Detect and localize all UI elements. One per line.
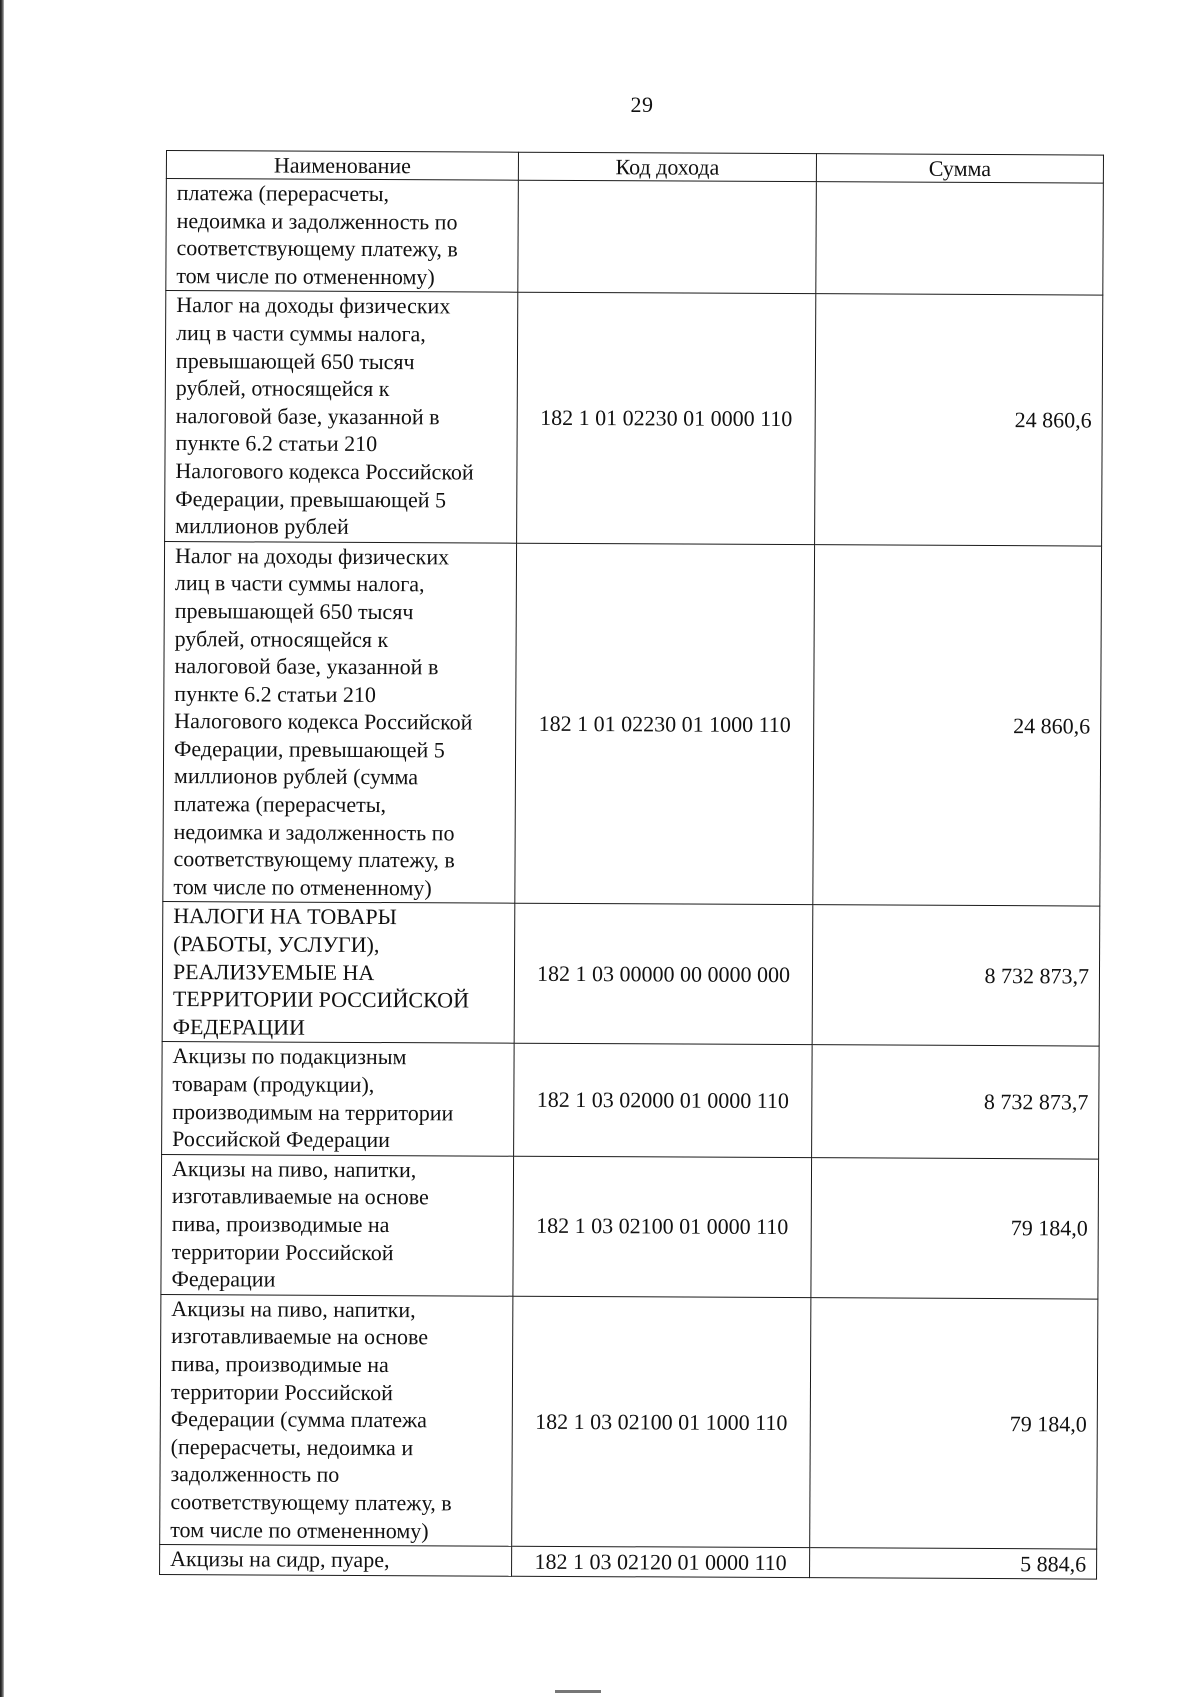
- cell-code: 182 1 03 02120 01 0000 110: [512, 1546, 810, 1577]
- header-code: Код дохода: [518, 152, 816, 181]
- cell-name-line: ФЕДЕРАЦИИ: [172, 1013, 306, 1040]
- cell-name-line: производимым на территории: [172, 1098, 454, 1126]
- cell-name-line: превышающей 650 тысяч: [175, 347, 415, 374]
- cell-name-line: Акцизы на пиво, напитки,: [171, 1155, 417, 1183]
- table-header-row: [166, 151, 1103, 184]
- cell-name-line: территории Российской: [171, 1238, 394, 1265]
- header-sum: Сумма: [816, 154, 1103, 183]
- cell-name-line: пункте 6.2 статьи 210: [174, 680, 376, 707]
- cell-name-line: задолженность по: [170, 1461, 340, 1488]
- cell-name-line: ТЕРРИТОРИИ РОССИЙСКОЙ: [172, 986, 470, 1013]
- cell-name-line: Федерации (сумма платежа: [170, 1406, 428, 1433]
- cell-name-line: налоговой базе, указанной в: [174, 653, 439, 680]
- cell-name-line: том числе по отмененному): [170, 1516, 429, 1543]
- cell-name-line: (перерасчеты, недоимка и: [170, 1433, 414, 1460]
- scan-artifact: [555, 1690, 601, 1693]
- cell-name-line: Федерации: [171, 1266, 276, 1292]
- cell-code: 182 1 03 02000 01 0000 110: [514, 1044, 813, 1158]
- table-row: [163, 541, 1102, 906]
- cell-name-line: соответствующему платежу, в: [176, 235, 458, 262]
- cell-name-line: Налог на доходы физических: [174, 542, 450, 570]
- cell-name: [165, 291, 518, 543]
- table-row: [166, 179, 1104, 296]
- cell-name-line: Акцизы по подакцизным: [172, 1043, 407, 1070]
- cell-name-line: Акцизы на пиво, напитки,: [171, 1295, 416, 1322]
- cell-name-line: пива, производимые на: [171, 1350, 389, 1378]
- cell-name-line: рублей, относящейся к: [174, 625, 389, 652]
- cell-name-line: соответствующему платежу, в: [173, 846, 455, 873]
- cell-name-line: том числе по отмененному): [176, 262, 435, 290]
- cell-name-line: платежа (перерасчеты,: [176, 180, 390, 207]
- cell-name-line: недоимка и задолженность по: [173, 818, 455, 846]
- cell-name-line: пункте 6.2 статьи 210: [175, 430, 378, 457]
- cell-name-line: миллионов рублей: [175, 513, 349, 540]
- cell-name: [163, 541, 517, 903]
- cell-name-line: изготавливаемые на основе: [171, 1323, 429, 1350]
- cell-sum: 8 732 873,7: [812, 905, 1100, 1046]
- cell-name-line: территории Российской: [170, 1378, 393, 1405]
- cell-name: [162, 1042, 515, 1156]
- cell-name-line: Федерации, превышающей 5: [175, 485, 447, 512]
- cell-name-line: том числе по отмененному): [173, 873, 432, 901]
- header-name: Наименование: [166, 151, 518, 181]
- cell-name-line: (РАБОТЫ, УСЛУГИ),: [173, 931, 380, 958]
- cell-code: 182 1 01 02230 01 1000 110: [515, 543, 815, 905]
- cell-name-line: соответствующему платежу, в: [170, 1488, 452, 1516]
- cell-name-line: лиц в части суммы налога,: [174, 570, 425, 597]
- cell-name-line: превышающей 650 тысяч: [174, 597, 414, 625]
- cell-sum: 79 184,0: [811, 1157, 1099, 1298]
- cell-code: [518, 180, 817, 294]
- cell-name-line: миллионов рублей (сумма: [173, 763, 419, 790]
- cell-name: [162, 902, 515, 1044]
- cell-name-line: пива, производимые на: [171, 1211, 390, 1238]
- table-row: [160, 1294, 1098, 1549]
- cell-sum: 8 732 873,7: [812, 1045, 1100, 1159]
- cell-name-line: рублей, относящейся к: [175, 375, 390, 402]
- table-row: [162, 902, 1100, 1047]
- cell-name-line: изготавливаемые на основе: [171, 1183, 429, 1210]
- cell-name: [160, 1545, 512, 1576]
- cell-name-line: Российской Федерации: [172, 1126, 391, 1153]
- cell-code: 182 1 01 02230 01 0000 110: [517, 293, 816, 545]
- scan-edge: [0, 0, 4, 1697]
- cell-sum: 79 184,0: [810, 1297, 1098, 1549]
- cell-sum: 24 860,6: [813, 544, 1102, 906]
- table-row: [160, 1545, 1097, 1579]
- cell-name: [166, 179, 519, 293]
- cell-name-line: РЕАЛИЗУЕМЫЕ НА: [172, 958, 375, 985]
- table-row: [165, 291, 1103, 546]
- cell-name-line: Налогового кодекса Российской: [175, 457, 474, 485]
- cell-name-line: недоимка и задолженность по: [176, 207, 458, 235]
- cell-sum: [816, 182, 1104, 296]
- cell-code: 182 1 03 02100 01 1000 110: [512, 1296, 811, 1548]
- cell-name-line: Налог на доходы физических: [176, 292, 451, 319]
- page-number: 29: [630, 92, 654, 117]
- cell-name-line: НАЛОГИ НА ТОВАРЫ: [173, 903, 397, 930]
- table-row: [162, 1042, 1100, 1159]
- cell-name-line: налоговой базе, указанной в: [175, 402, 440, 430]
- cell-sum: 24 860,6: [815, 294, 1103, 546]
- table-body: [160, 179, 1104, 1579]
- cell-name: [160, 1294, 513, 1546]
- cell-code: 182 1 03 00000 00 0000 000: [514, 904, 813, 1045]
- table-row: [161, 1154, 1099, 1299]
- cell-name-line: платежа (перерасчеты,: [173, 791, 387, 818]
- cell-name-line: лиц в части суммы налога,: [176, 320, 426, 347]
- cell-name-line: Федерации, превышающей 5: [174, 735, 445, 763]
- cell-name-line: Налогового кодекса Российской: [174, 708, 473, 735]
- cell-name-line: товарам (продукции),: [172, 1071, 375, 1098]
- cell-code: 182 1 03 02100 01 0000 110: [513, 1156, 812, 1297]
- cell-name-line: Акцизы на сидр, пуаре,: [170, 1546, 390, 1573]
- cell-sum: 5 884,6: [810, 1548, 1097, 1579]
- revenue-table: [159, 150, 1104, 1579]
- cell-name: [161, 1154, 514, 1296]
